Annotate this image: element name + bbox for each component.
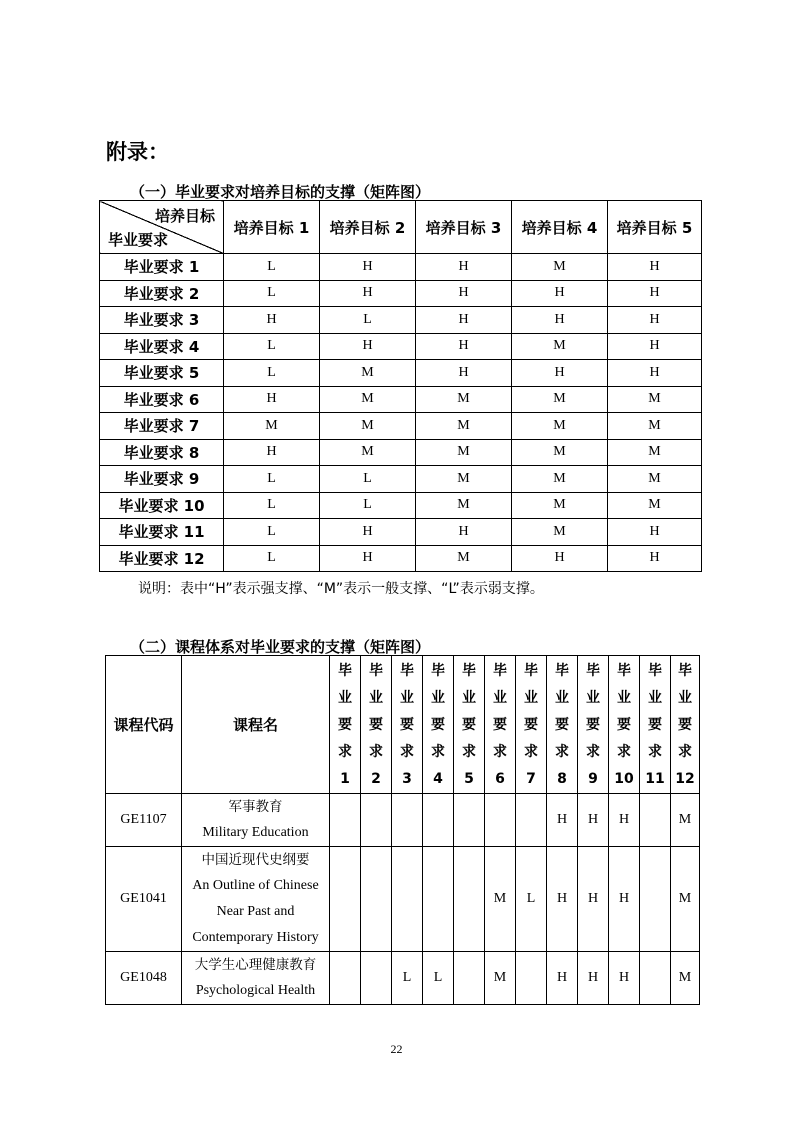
support-level-cell xyxy=(454,952,485,1005)
course-name-line: An Outline of Chinese xyxy=(192,878,319,893)
table-row xyxy=(100,254,702,281)
support-level-cell: H xyxy=(609,847,640,952)
course-code: GE1041 xyxy=(106,847,182,952)
support-level-cell: L xyxy=(224,519,320,546)
support-level-cell: M xyxy=(224,413,320,440)
course-name xyxy=(182,952,330,1005)
requirement-header-char: 求 xyxy=(400,744,414,760)
support-level-cell: M xyxy=(320,360,416,387)
course-name-line: 中国近现代史纲要 xyxy=(201,852,310,868)
support-level-cell: L xyxy=(224,254,320,281)
requirement-column-header xyxy=(609,656,640,794)
requirement-header-char: 求 xyxy=(648,744,662,760)
requirement-header-char: 求 xyxy=(524,744,538,760)
support-level-cell: M xyxy=(512,333,608,360)
support-level-cell: H xyxy=(320,545,416,572)
support-level-cell: H xyxy=(578,952,609,1005)
page-number: 22 xyxy=(390,1042,403,1056)
support-level-cell: H xyxy=(416,307,512,334)
requirement-header-number: 5 xyxy=(464,771,474,787)
support-level-cell: M xyxy=(512,413,608,440)
requirement-header-char: 求 xyxy=(617,744,631,760)
requirement-header-char: 业 xyxy=(524,690,538,706)
support-level-cell: H xyxy=(608,333,702,360)
courses-support-matrix xyxy=(105,655,700,1005)
requirement-header-number: 1 xyxy=(340,771,350,787)
table-row xyxy=(100,413,702,440)
table-row xyxy=(100,439,702,466)
requirement-header-char: 要 xyxy=(648,717,662,733)
support-level-cell: L xyxy=(320,492,416,519)
requirement-column-header xyxy=(671,656,700,794)
support-level-cell: M xyxy=(512,254,608,281)
support-level-cell: H xyxy=(416,360,512,387)
support-level-cell xyxy=(423,794,454,847)
support-level-cell xyxy=(454,794,485,847)
requirement-label: 毕业要求 7 xyxy=(100,413,224,440)
support-level-cell: M xyxy=(608,386,702,413)
support-level-cell: H xyxy=(224,307,320,334)
support-level-cell: L xyxy=(320,466,416,493)
support-level-cell: H xyxy=(320,333,416,360)
support-level-cell: L xyxy=(224,280,320,307)
support-level-cell: H xyxy=(608,519,702,546)
support-level-cell: M xyxy=(416,439,512,466)
requirement-header-char: 业 xyxy=(462,690,476,706)
support-level-cell: M xyxy=(320,386,416,413)
appendix-title: 附录： xyxy=(106,140,169,164)
support-level-cell: H xyxy=(609,794,640,847)
support-level-cell: H xyxy=(578,794,609,847)
requirement-header-char: 要 xyxy=(678,717,692,733)
support-level-cell: H xyxy=(224,439,320,466)
corner-top-label: 培养目标 xyxy=(154,207,215,225)
requirement-label: 毕业要求 6 xyxy=(100,386,224,413)
requirement-header-char: 业 xyxy=(648,690,662,706)
support-level-cell: L xyxy=(224,333,320,360)
requirement-header-char: 求 xyxy=(586,744,600,760)
support-level-cell xyxy=(330,847,361,952)
requirement-header-char: 要 xyxy=(555,717,569,733)
goal-column-header: 培养目标 3 xyxy=(416,201,512,254)
support-level-cell xyxy=(485,794,516,847)
table-row xyxy=(106,847,700,952)
requirement-header-number: 8 xyxy=(557,771,567,787)
requirement-column-header xyxy=(640,656,671,794)
support-level-cell: H xyxy=(320,519,416,546)
requirement-header-char: 毕 xyxy=(400,663,414,679)
support-level-cell: L xyxy=(423,952,454,1005)
support-level-cell: H xyxy=(608,280,702,307)
support-level-cell xyxy=(392,794,423,847)
support-level-cell: H xyxy=(608,545,702,572)
requirement-header-char: 业 xyxy=(493,690,507,706)
support-level-cell xyxy=(361,952,392,1005)
table-row xyxy=(100,307,702,334)
support-level-cell xyxy=(330,794,361,847)
goal-column-header: 培养目标 5 xyxy=(608,201,702,254)
course-name-line: 大学生心理健康教育 xyxy=(194,957,317,973)
support-level-cell: M xyxy=(416,466,512,493)
course-name xyxy=(182,847,330,952)
requirement-header-char: 毕 xyxy=(462,663,476,679)
table-row xyxy=(100,545,702,572)
course-code: GE1048 xyxy=(106,952,182,1005)
support-level-cell: H xyxy=(512,545,608,572)
support-level-cell: H xyxy=(547,847,578,952)
support-level-cell: H xyxy=(320,280,416,307)
table-row xyxy=(100,280,702,307)
requirement-header-number: 9 xyxy=(588,771,598,787)
corner-bottom-label: 毕业要求 xyxy=(108,231,169,249)
support-level-cell: H xyxy=(416,519,512,546)
goal-column-header: 培养目标 1 xyxy=(224,201,320,254)
support-level-cell: M xyxy=(671,952,700,1005)
course-name-line: Military Education xyxy=(202,825,309,840)
legend-note: 说明：表中“H”表示强支撑、“M”表示一般支撑、“L”表示弱支撑。 xyxy=(138,581,544,597)
requirement-header-char: 业 xyxy=(555,690,569,706)
requirement-column-header xyxy=(361,656,392,794)
requirement-label: 毕业要求 3 xyxy=(100,307,224,334)
support-level-cell: H xyxy=(416,333,512,360)
requirement-column-header xyxy=(578,656,609,794)
course-name xyxy=(182,794,330,847)
requirement-label: 毕业要求 5 xyxy=(100,360,224,387)
section2-title: （二）课程体系对毕业要求的支撑（矩阵图） xyxy=(130,638,431,656)
requirement-column-header xyxy=(423,656,454,794)
requirement-header-char: 业 xyxy=(678,690,692,706)
support-level-cell: M xyxy=(416,386,512,413)
support-level-cell xyxy=(454,847,485,952)
requirement-header-char: 要 xyxy=(369,717,383,733)
support-level-cell: M xyxy=(608,439,702,466)
support-level-cell: H xyxy=(608,254,702,281)
requirement-header-char: 毕 xyxy=(524,663,538,679)
requirement-header-number: 12 xyxy=(675,771,695,787)
support-level-cell: H xyxy=(320,254,416,281)
support-level-cell xyxy=(330,952,361,1005)
requirement-header-char: 毕 xyxy=(678,663,692,679)
course-code: GE1107 xyxy=(106,794,182,847)
support-level-cell xyxy=(640,847,671,952)
support-level-cell: H xyxy=(512,280,608,307)
course-name-header: 课程名 xyxy=(182,656,330,794)
support-level-cell: H xyxy=(609,952,640,1005)
matrix-header-row xyxy=(106,656,700,794)
requirement-header-char: 业 xyxy=(369,690,383,706)
support-level-cell: H xyxy=(512,307,608,334)
course-name-line: Contemporary History xyxy=(192,930,319,945)
requirement-header-char: 求 xyxy=(555,744,569,760)
requirement-column-header xyxy=(392,656,423,794)
requirement-column-header xyxy=(516,656,547,794)
requirement-label: 毕业要求 2 xyxy=(100,280,224,307)
goal-column-header: 培养目标 4 xyxy=(512,201,608,254)
support-level-cell: H xyxy=(416,254,512,281)
support-level-cell: H xyxy=(608,307,702,334)
support-level-cell: M xyxy=(512,466,608,493)
support-level-cell xyxy=(640,952,671,1005)
requirement-header-number: 3 xyxy=(402,771,412,787)
requirement-label: 毕业要求 4 xyxy=(100,333,224,360)
support-level-cell xyxy=(516,794,547,847)
requirement-header-char: 毕 xyxy=(617,663,631,679)
table-row xyxy=(100,360,702,387)
support-level-cell: M xyxy=(608,466,702,493)
requirement-column-header xyxy=(485,656,516,794)
support-level-cell: L xyxy=(516,847,547,952)
requirement-header-char: 毕 xyxy=(338,663,352,679)
course-name-line: Near Past and xyxy=(216,904,295,919)
requirement-header-char: 求 xyxy=(338,744,352,760)
table-row xyxy=(100,386,702,413)
corner-cell xyxy=(100,201,224,254)
support-level-cell: H xyxy=(512,360,608,387)
support-level-cell: M xyxy=(416,413,512,440)
table-row xyxy=(100,466,702,493)
support-level-cell: H xyxy=(608,360,702,387)
requirement-label: 毕业要求 12 xyxy=(100,545,224,572)
requirement-header-char: 求 xyxy=(462,744,476,760)
requirement-header-number: 4 xyxy=(433,771,443,787)
table-row xyxy=(100,333,702,360)
requirement-label: 毕业要求 1 xyxy=(100,254,224,281)
requirement-header-char: 毕 xyxy=(493,663,507,679)
requirement-header-char: 毕 xyxy=(586,663,600,679)
requirement-header-char: 要 xyxy=(431,717,445,733)
support-level-cell: M xyxy=(512,386,608,413)
requirement-header-char: 要 xyxy=(338,717,352,733)
support-level-cell: H xyxy=(547,794,578,847)
requirement-header-char: 业 xyxy=(431,690,445,706)
requirement-label: 毕业要求 8 xyxy=(100,439,224,466)
support-level-cell xyxy=(361,794,392,847)
support-level-cell: M xyxy=(512,492,608,519)
course-name-line: Psychological Health xyxy=(195,983,316,998)
support-level-cell: M xyxy=(485,847,516,952)
support-level-cell: M xyxy=(608,492,702,519)
support-level-cell xyxy=(516,952,547,1005)
support-level-cell xyxy=(361,847,392,952)
requirement-header-char: 求 xyxy=(678,744,692,760)
requirement-header-char: 要 xyxy=(462,717,476,733)
requirement-column-header xyxy=(454,656,485,794)
requirement-header-char: 业 xyxy=(338,690,352,706)
support-level-cell: M xyxy=(320,439,416,466)
requirement-column-header xyxy=(330,656,361,794)
table-row xyxy=(100,519,702,546)
support-level-cell: L xyxy=(224,466,320,493)
support-level-cell: L xyxy=(392,952,423,1005)
requirement-label: 毕业要求 9 xyxy=(100,466,224,493)
support-level-cell: H xyxy=(547,952,578,1005)
requirement-label: 毕业要求 11 xyxy=(100,519,224,546)
requirement-header-char: 业 xyxy=(617,690,631,706)
requirement-header-number: 7 xyxy=(526,771,536,787)
requirement-header-char: 要 xyxy=(617,717,631,733)
table-row xyxy=(100,492,702,519)
requirement-header-char: 毕 xyxy=(369,663,383,679)
requirement-header-number: 11 xyxy=(645,771,665,787)
support-level-cell: L xyxy=(224,360,320,387)
table-row xyxy=(106,952,700,1005)
requirement-label: 毕业要求 10 xyxy=(100,492,224,519)
section1-title: （一）毕业要求对培养目标的支撑（矩阵图） xyxy=(130,183,431,201)
support-level-cell: L xyxy=(224,545,320,572)
support-level-cell: M xyxy=(416,492,512,519)
requirement-header-char: 业 xyxy=(400,690,414,706)
requirement-header-char: 求 xyxy=(493,744,507,760)
requirement-header-char: 要 xyxy=(493,717,507,733)
requirement-header-number: 2 xyxy=(371,771,381,787)
support-level-cell: M xyxy=(512,519,608,546)
support-level-cell: L xyxy=(224,492,320,519)
course-name-line: 军事教育 xyxy=(228,799,283,815)
requirement-header-char: 要 xyxy=(586,717,600,733)
support-level-cell: M xyxy=(485,952,516,1005)
support-level-cell xyxy=(423,847,454,952)
requirement-header-char: 毕 xyxy=(648,663,662,679)
goal-column-header: 培养目标 2 xyxy=(320,201,416,254)
support-level-cell: M xyxy=(320,413,416,440)
table-row xyxy=(106,794,700,847)
support-level-cell: M xyxy=(671,847,700,952)
support-level-cell: H xyxy=(224,386,320,413)
support-level-cell: H xyxy=(416,280,512,307)
requirement-header-number: 6 xyxy=(495,771,505,787)
support-level-cell: M xyxy=(512,439,608,466)
support-level-cell: L xyxy=(320,307,416,334)
requirement-header-char: 求 xyxy=(369,744,383,760)
requirement-header-char: 要 xyxy=(524,717,538,733)
support-level-cell xyxy=(640,794,671,847)
requirement-header-char: 毕 xyxy=(431,663,445,679)
course-code-header: 课程代码 xyxy=(106,656,182,794)
support-level-cell: M xyxy=(608,413,702,440)
requirement-column-header xyxy=(547,656,578,794)
support-level-cell: M xyxy=(671,794,700,847)
matrix-header-row xyxy=(100,201,702,254)
requirement-header-char: 求 xyxy=(431,744,445,760)
support-level-cell: M xyxy=(416,545,512,572)
support-level-cell: H xyxy=(578,847,609,952)
requirement-header-char: 毕 xyxy=(555,663,569,679)
requirement-header-number: 10 xyxy=(614,771,634,787)
goals-support-matrix xyxy=(99,200,702,572)
requirement-header-char: 要 xyxy=(400,717,414,733)
requirement-header-char: 业 xyxy=(586,690,600,706)
support-level-cell xyxy=(392,847,423,952)
